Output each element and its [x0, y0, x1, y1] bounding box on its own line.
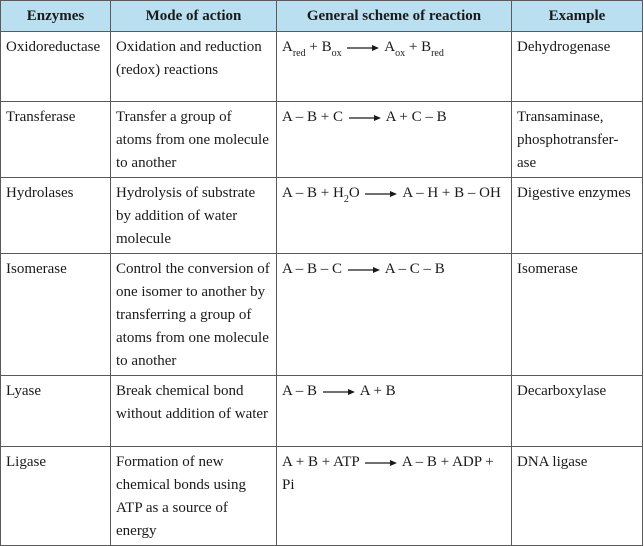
- scheme-lhs-sub: red: [292, 48, 306, 59]
- header-mode: Mode of action: [111, 1, 277, 32]
- enzyme-cell: Oxidoreductase: [1, 32, 111, 102]
- scheme-cell: [277, 254, 512, 376]
- scheme-lhs: A: [282, 39, 293, 55]
- mode-cell: Break chemical bond without addition of water: [111, 376, 277, 447]
- header-example: Example: [512, 1, 643, 32]
- table-row: [1, 102, 643, 178]
- right-arrow-icon: [347, 266, 381, 274]
- scheme-rhs: A + B: [359, 383, 396, 399]
- table-row: [1, 447, 643, 546]
- example-cell: Transaminase, phosphotransfer- ase: [512, 102, 643, 178]
- enzyme-cell: Isomerase: [1, 254, 111, 376]
- scheme-rhs: A – B + ADP + Pi: [282, 454, 494, 493]
- right-arrow-icon: [348, 114, 382, 122]
- scheme-lhs: A + B + ATP: [282, 454, 360, 470]
- header-row: [1, 1, 643, 32]
- scheme-lhs: A – B + C: [282, 109, 343, 125]
- example-cell: Digestive enzymes: [512, 178, 643, 254]
- mode-cell: Control the conversion of one isomer to another by transferring a group of atoms from one molecule to another: [111, 254, 277, 376]
- scheme-lhs-sub: 2: [343, 194, 349, 205]
- enzyme-cell: Ligase: [1, 447, 111, 546]
- example-cell: Dehydrogenase: [512, 32, 643, 102]
- scheme-rhs: A + C – B: [385, 109, 447, 125]
- right-arrow-icon: [322, 388, 356, 396]
- scheme-lhs2-sub: ox: [331, 48, 342, 59]
- enzyme-cell: Lyase: [1, 376, 111, 447]
- right-arrow-icon: [364, 190, 398, 198]
- scheme-rhs2-sub: red: [431, 48, 444, 59]
- scheme-cell: [277, 447, 512, 546]
- right-arrow-icon: [346, 44, 380, 52]
- enzyme-cell: Hydrolases: [1, 178, 111, 254]
- example-cell: Decarboxylase: [512, 376, 643, 447]
- table-row: [1, 254, 643, 376]
- scheme-cell: [277, 178, 512, 254]
- scheme-rhs: A – H + B – OH: [402, 185, 501, 201]
- scheme-rhs2: + B: [405, 39, 432, 55]
- right-arrow-icon: [364, 459, 398, 467]
- scheme-cell: [277, 102, 512, 178]
- mode-cell: Hydrolysis of substrate by addition of water molecule: [111, 178, 277, 254]
- scheme-rhs-sub: ox: [395, 48, 406, 59]
- table-row: [1, 178, 643, 254]
- scheme-lhs2: + B: [305, 39, 332, 55]
- scheme-cell: [277, 32, 512, 102]
- mode-cell: Formation of new chemical bonds using ATP as a source of energy: [111, 447, 277, 546]
- mode-cell: Transfer a group of atoms from one molecule to another: [111, 102, 277, 178]
- scheme-cell: [277, 376, 512, 447]
- example-cell: DNA ligase: [512, 447, 643, 546]
- scheme-rhs: A – C – B: [384, 261, 445, 277]
- table-row: [1, 376, 643, 447]
- scheme-lhs2: O: [348, 185, 360, 201]
- scheme-lhs: A – B + H: [282, 185, 344, 201]
- scheme-lhs: A – B: [282, 383, 318, 399]
- scheme-rhs: A: [384, 39, 396, 55]
- header-enzymes: Enzymes: [1, 1, 111, 32]
- header-scheme: General scheme of reaction: [277, 1, 512, 32]
- enzyme-cell: Transferase: [1, 102, 111, 178]
- scheme-lhs: A – B – C: [282, 261, 343, 277]
- mode-cell: Oxidation and reduction (redox) reactions: [111, 32, 277, 102]
- example-cell: Isomerase: [512, 254, 643, 376]
- table-row: [1, 32, 643, 102]
